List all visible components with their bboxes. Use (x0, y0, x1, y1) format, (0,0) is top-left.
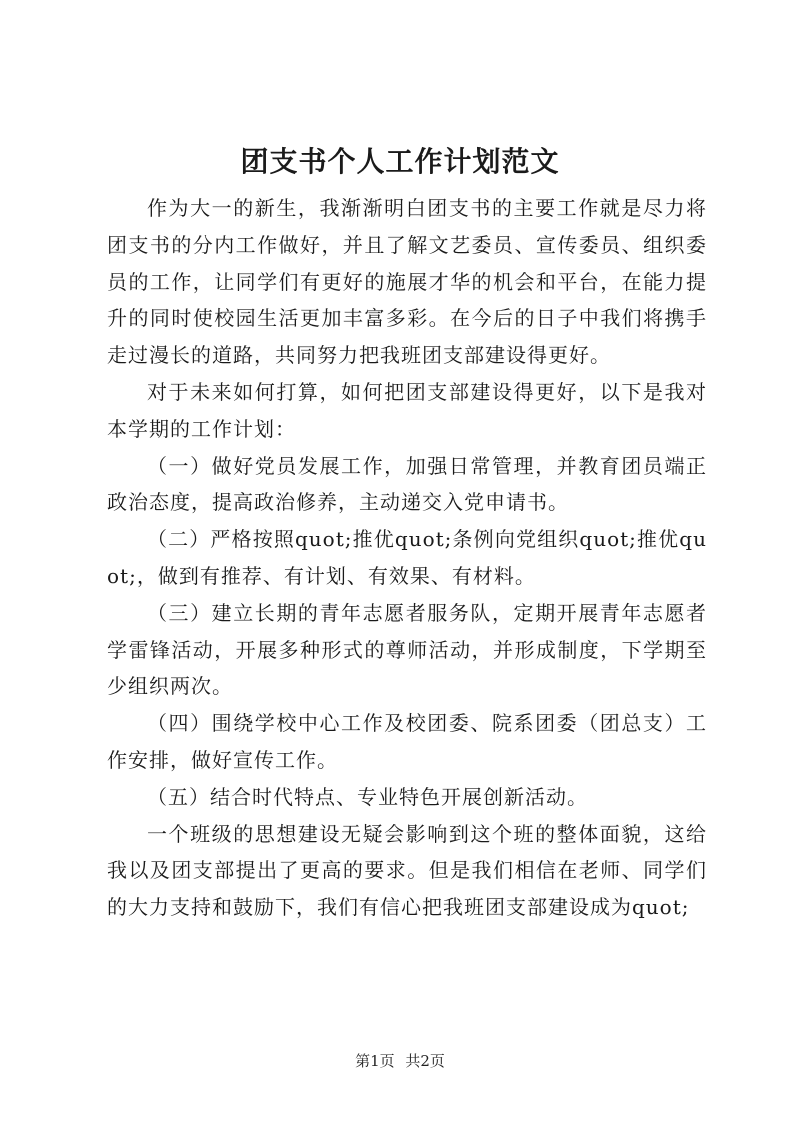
page-number: 第1页 (355, 1052, 395, 1070)
paragraph-item-1: （一）做好党员发展工作，加强日常管理，并教育团员端正政治态度，提高政治修养，主动递交入党申请书。 (107, 453, 707, 515)
page-total: 共2页 (405, 1052, 445, 1070)
page-footer (0, 1050, 800, 1071)
paragraph-plan-lead: 对于未来如何打算，如何把团支部建设得更好，以下是我对本学期的工作计划： (107, 379, 707, 441)
document-title: 团支书个人工作计划范文 (240, 145, 560, 178)
paragraph-item-4: （四）围绕学校中心工作及校团委、院系团委（团总支）工作安排，做好宣传工作。 (107, 711, 707, 772)
paragraph-intro: 作为大一的新生，我渐渐明白团支书的主要工作就是尽力将团支书的分内工作做好，并且了解文艺委员、宣传委员、组织委员的工作，让同学们有更好的施展才华的机会和平台，在能力提升的同时使校园生活更加丰富多彩。在今后的日子中我们将携手走过漫长的道路，共同努力把我班团支部建设得更好。 (107, 196, 707, 368)
document-body (107, 190, 707, 926)
paragraph-item-2: （二）严格按照quot;推优quot;条例向党组织quot;推优quot;，做到有推荐、有计划、有效果、有材料。 (107, 527, 707, 588)
paragraph-item-5: （五）结合时代特点、专业特色开展创新活动。 (147, 784, 588, 809)
paragraph-closing: 一个班级的思想建设无疑会影响到这个班的整体面貌，这给我以及团支部提出了更高的要求。但是我们相信在老师、同学们的大力支持和鼓励下，我们有信心把我班团支部建设成为quot; (107, 821, 707, 920)
paragraph-item-3: （三）建立长期的青年志愿者服务队，定期开展青年志愿者学雷锋活动，开展多种形式的尊师活动，并形成制度，下学期至少组织两次。 (107, 600, 707, 699)
